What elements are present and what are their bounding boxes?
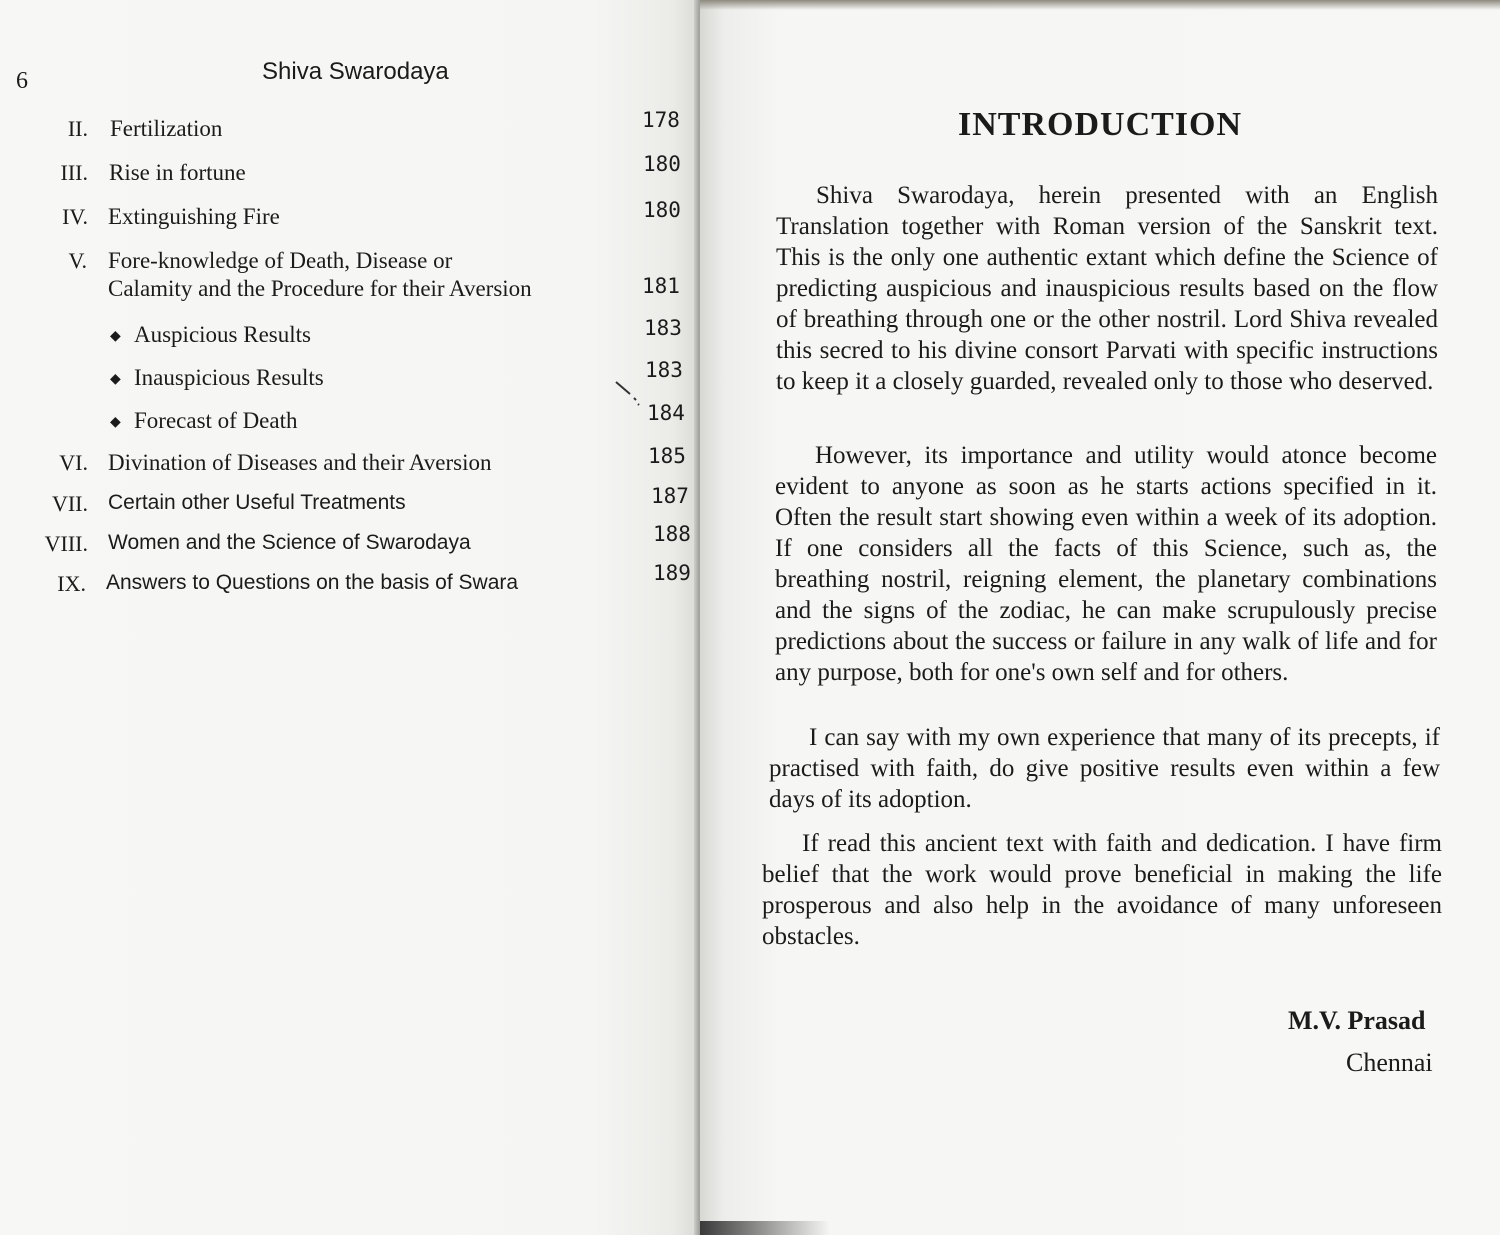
toc-entry-page: 189: [653, 561, 691, 585]
toc-entry-title: Certain other Useful Treatments: [108, 491, 406, 514]
toc-entry-page: 181: [642, 274, 680, 298]
page-bottom-shadow: [700, 1221, 830, 1235]
author-place: Chennai: [1346, 1048, 1433, 1077]
toc-entry-page: 187: [651, 484, 689, 508]
left-page: [0, 0, 700, 1235]
bullet-icon: ◆: [110, 329, 121, 344]
paragraph-text: If read this ancient text with faith and dedication. I have firm belief that the work would prove beneficial in making the life prosperous and also help in the avoidance of many unforeseen obstacles.: [762, 830, 1442, 950]
toc-entry-title: Rise in fortune: [109, 160, 246, 185]
page-top-shadow: [700, 0, 1500, 10]
toc-entry-number: II.: [67, 116, 88, 141]
bullet-icon: ◆: [110, 372, 121, 387]
toc-entry-title: Answers to Questions on the basis of Swara: [106, 571, 519, 594]
toc-entry-title: Inauspicious Results: [134, 365, 324, 390]
paragraph-text: However, its importance and utility would atonce become evident to anyone as soon as he starts actions specified in it. Often the result start showing even within a week of its adoption. If one considers all the facts of this Science, such as, the breathing nostril, reigning element, the planetary combinations and the signs of the zodiac, he can make scrupulously precise predictions about the success or failure in any walk of life and for any purpose, both for one's own self and for others.: [775, 442, 1437, 686]
toc-entry-page: 183: [644, 316, 682, 340]
paragraph: [775, 440, 1437, 688]
toc-entry-title: Fertilization: [110, 116, 223, 141]
toc-entry-page: 188: [653, 522, 691, 546]
toc-entry-page: 180: [643, 198, 681, 222]
paragraph: [762, 828, 1442, 952]
toc-entry-title: Divination of Diseases and their Aversion: [108, 450, 492, 475]
toc-entry-page: 183: [645, 358, 683, 382]
paragraph: [769, 722, 1440, 815]
toc-entry-number: IX.: [57, 571, 86, 596]
toc-entry-title: Calamity and the Procedure for their Aversion: [108, 276, 532, 301]
section-heading: INTRODUCTION: [958, 106, 1243, 143]
page-number: 6: [16, 68, 28, 94]
toc-entry-page: 180: [643, 152, 681, 176]
toc-entry-title: Women and the Science of Swarodaya: [108, 531, 471, 554]
toc-entry-page: 185: [648, 444, 686, 468]
toc-entry-page: 184: [647, 401, 685, 425]
toc-entry-number: V.: [68, 248, 87, 273]
table-of-contents: [0, 0, 700, 700]
toc-entry-page: 178: [642, 108, 680, 132]
toc-entry-title: Fore-knowledge of Death, Disease or: [108, 248, 453, 273]
toc-entry-title: Forecast of Death: [134, 408, 298, 433]
toc-entry-title: Extinguishing Fire: [108, 204, 280, 229]
running-head: Shiva Swarodaya: [262, 58, 449, 85]
paragraph: [776, 180, 1438, 397]
paragraph-text: Shiva Swarodaya, herein presented with an English Translation together with Roman version of the Sanskrit text. This is the only one authentic extant which define the Science of predicting auspicious and inauspicious results based on the flow of breathing through one or the other nostril. Lord Shiva revealed this secred to his divine consort Parvati with specific instructions to keep it a closely guarded, revealed only to those who deserved.: [776, 182, 1438, 395]
toc-entry-number: III.: [60, 160, 88, 185]
toc-entry-number: VI.: [59, 450, 88, 475]
toc-entry-number: IV.: [62, 204, 88, 229]
author-name: M.V. Prasad: [1288, 1006, 1426, 1035]
toc-entry-title: Auspicious Results: [134, 322, 311, 347]
pencil-mark: [612, 378, 642, 408]
bullet-icon: ◆: [110, 415, 121, 430]
toc-entry-number: VII.: [51, 491, 88, 516]
toc-entry-number: VIII.: [44, 531, 88, 556]
paragraph-text: I can say with my own experience that many of its precepts, if practised with faith, do give positive results even within a few days of its adoption.: [769, 724, 1440, 813]
